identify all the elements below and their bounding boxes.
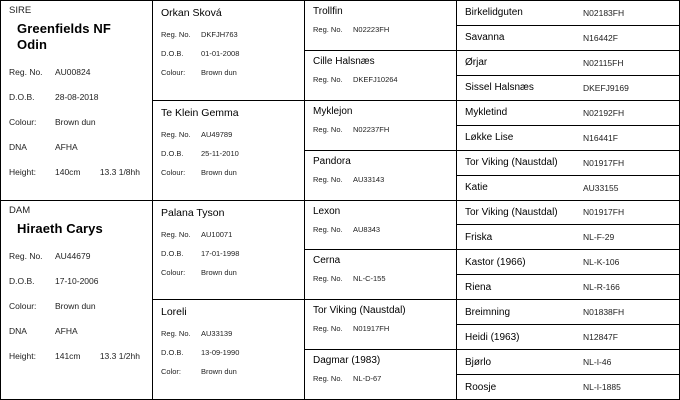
ancestor-cell[interactable] [457, 225, 679, 250]
ancestor-reg-label: Reg. No. [313, 324, 343, 334]
ancestor-reg-label: Reg. No. [313, 274, 343, 284]
ancestor-reg-value: N16442F [583, 32, 618, 43]
ancestor-dob-value: 17-01-1998 [201, 248, 240, 258]
ancestor-name: Breimning [465, 306, 511, 318]
dam-role-label: DAM [9, 204, 31, 216]
ancestor-reg-value: DKFJH763 [201, 30, 238, 39]
ancestor-reg-label: Reg. No. [313, 374, 343, 384]
ancestor-reg-value: N01917FH [583, 157, 625, 168]
ancestor-cell[interactable] [305, 101, 456, 151]
ancestor-reg-value: N12847F [583, 332, 618, 343]
ancestor-dob-value: 25-11-2010 [201, 148, 239, 158]
ancestor-cell[interactable] [457, 275, 679, 300]
ancestor-cell[interactable] [457, 176, 679, 201]
ancestor-name: Roosje [465, 381, 497, 393]
dam-dna-row [9, 326, 144, 337]
ancestor-reg-value: AU33143 [353, 174, 385, 184]
dam-dob-label: D.O.B. [9, 275, 35, 286]
ancestor-reg-row [161, 329, 296, 339]
ancestor-dob-value: 13-09-1990 [201, 348, 240, 358]
ancestor-name: Palana Tyson [161, 206, 225, 219]
ancestor-reg-value: AU49789 [201, 129, 233, 139]
sire-height-hands: 13.3 1/8hh [99, 167, 140, 177]
ancestor-cell[interactable] [457, 151, 679, 176]
ancestor-reg-value: AU33139 [201, 329, 233, 339]
ancestor-reg-value: NL-I-46 [583, 357, 612, 368]
ancestor-reg-row [161, 230, 296, 240]
ancestor-name: Kastor (1966) [465, 256, 526, 268]
sire-dna-row [9, 142, 144, 153]
ancestor-colour-label: Colour: [161, 267, 186, 277]
sire-dob-value: 28-08-2018 [55, 92, 99, 102]
dam-fields [9, 251, 144, 362]
ancestor-reg-row [313, 225, 448, 235]
ancestor-reg-value: N01917FH [353, 324, 390, 334]
ancestor-colour-row [161, 68, 296, 78]
ancestor-colour-row [161, 268, 296, 278]
sire-height-label: Height: [9, 167, 36, 177]
sire-reg-label: Reg. No. [9, 67, 43, 77]
sire-reg-row [9, 67, 144, 78]
generation-3-column [305, 1, 457, 400]
ancestor-reg-value: N02183FH [583, 7, 625, 18]
sire-reg-value: AU00824 [55, 67, 91, 77]
ancestor-reg-row [313, 125, 448, 135]
ancestor-colour-value: Brown dun [201, 267, 237, 277]
ancestor-reg-row [313, 175, 448, 185]
ancestor-reg-label: Reg. No. [313, 174, 343, 184]
ancestor-reg-value: N02115FH [583, 57, 624, 68]
ancestor-cell[interactable] [457, 76, 679, 101]
ancestor-cell[interactable] [457, 250, 679, 275]
ancestor-cell[interactable] [457, 101, 679, 126]
ancestor-reg-label: Reg. No. [161, 229, 191, 239]
ancestor-dob-row [161, 348, 296, 358]
dam-name: Hiraeth Carys [17, 220, 103, 236]
dam-reg-label: Reg. No. [9, 250, 43, 261]
ancestor-reg-value: N02192FH [583, 107, 625, 118]
ancestor-colour-row [161, 168, 296, 178]
ancestor-name: Tor Viking (Naustdal) [465, 157, 558, 169]
ancestor-cell[interactable] [153, 1, 304, 101]
sire-colour-label: Colour: [9, 117, 37, 127]
ancestor-cell[interactable] [305, 51, 456, 101]
sire-colour-value: Brown dun [55, 117, 96, 127]
ancestor-cell[interactable] [305, 300, 456, 350]
ancestor-reg-value: N16441F [583, 132, 618, 143]
ancestor-cell[interactable] [457, 201, 679, 226]
ancestor-name: Løkke Lise [465, 132, 514, 144]
ancestor-cell[interactable] [305, 350, 456, 400]
ancestor-reg-row [161, 130, 296, 140]
ancestor-name: Tor Viking (Naustdal) [313, 305, 406, 317]
ancestor-reg-label: Reg. No. [161, 329, 191, 339]
ancestor-colour-value: Brown dun [201, 367, 237, 377]
dam-height-cm: 141cm [55, 350, 81, 361]
ancestor-colour-row [161, 367, 296, 377]
ancestor-colour-label: Colour: [161, 167, 186, 177]
ancestor-reg-value: N01838FH [583, 307, 625, 318]
ancestor-reg-label: Reg. No. [313, 74, 343, 84]
ancestor-reg-value: NL-D-67 [353, 374, 382, 384]
ancestor-name: Savanna [465, 32, 505, 44]
ancestor-cell[interactable] [457, 350, 679, 375]
ancestor-dob-row [161, 49, 296, 59]
dam-reg-value: AU44679 [55, 250, 91, 261]
dam-height-hands: 13.3 1/2hh [99, 350, 140, 361]
ancestor-cell[interactable] [457, 300, 679, 325]
ancestor-cell[interactable] [305, 151, 456, 201]
sire-height-values [55, 167, 144, 178]
sire-cell[interactable] [1, 1, 152, 201]
sire-height-cm: 140cm [55, 167, 81, 177]
sire-dna-label: DNA [9, 142, 27, 152]
ancestor-cell[interactable] [457, 375, 679, 400]
dam-reg-row [9, 251, 144, 262]
ancestor-name: Trollfin [313, 6, 343, 17]
ancestor-cell[interactable] [153, 201, 304, 301]
ancestor-dob-label: D.O.B. [161, 348, 184, 358]
ancestor-name: Friska [465, 231, 493, 243]
ancestor-cell[interactable] [153, 300, 304, 400]
ancestor-reg-label: Reg. No. [161, 30, 191, 39]
ancestor-dob-row [161, 249, 296, 259]
ancestor-reg-row [313, 25, 448, 35]
sire-name: Greenfields NF Odin [17, 21, 111, 52]
sire-role-label: SIRE [9, 5, 32, 16]
ancestor-colour-value: Brown dun [201, 167, 237, 177]
ancestor-cell[interactable] [457, 325, 679, 350]
sire-dob-label: D.O.B. [9, 92, 35, 102]
ancestor-name: Birkelidguten [465, 7, 523, 19]
ancestor-dob-label: D.O.B. [161, 248, 184, 258]
dam-height-values [55, 351, 144, 362]
ancestor-reg-value: N02223FH [353, 25, 390, 34]
ancestor-name: Te Klein Gemma [161, 106, 239, 119]
ancestor-name: Lexon [313, 205, 341, 217]
ancestor-dob-row [161, 149, 296, 159]
dam-height-label: Height: [9, 350, 36, 361]
ancestor-cell[interactable] [153, 101, 304, 201]
generation-4-column [457, 1, 680, 400]
ancestor-reg-label: Reg. No. [161, 129, 191, 139]
ancestor-name: Cille Halsnæs [313, 55, 375, 67]
sire-fields [9, 67, 144, 178]
ancestor-reg-value: AU10071 [201, 229, 233, 239]
ancestor-reg-label: Reg. No. [313, 25, 343, 34]
ancestor-reg-label: Reg. No. [313, 224, 343, 234]
sire-height-row [9, 167, 144, 178]
ancestor-cell[interactable] [457, 26, 679, 51]
ancestor-name: Heidi (1963) [465, 331, 520, 343]
ancestor-reg-value: NL-I-1885 [583, 382, 621, 393]
ancestor-reg-value: NL-K-106 [583, 257, 620, 268]
ancestor-cell[interactable] [305, 250, 456, 300]
ancestor-reg-row [313, 274, 448, 284]
dam-height-row [9, 351, 144, 362]
dam-colour-label: Colour: [9, 300, 37, 311]
ancestor-reg-label: Reg. No. [313, 124, 343, 134]
ancestor-reg-value: NL-R-166 [583, 282, 620, 293]
dam-dna-label: DNA [9, 325, 27, 336]
ancestor-name: Katie [465, 182, 488, 194]
generation-1-column [1, 1, 153, 400]
generation-2-column [153, 1, 305, 400]
ancestor-name: Cerna [313, 255, 341, 267]
ancestor-name: Ørjar [465, 57, 488, 69]
ancestor-reg-value: AU8343 [353, 224, 381, 234]
ancestor-cell[interactable] [457, 1, 679, 26]
ancestor-cell[interactable] [305, 201, 456, 251]
dam-dob-row [9, 276, 144, 287]
dam-cell[interactable] [1, 201, 152, 400]
ancestor-colour-value: Brown dun [201, 68, 237, 77]
ancestor-name: Myklejon [313, 105, 353, 117]
ancestor-reg-row [161, 30, 296, 40]
ancestor-dob-value: 01-01-2008 [201, 49, 240, 58]
sire-dna-value: AFHA [55, 142, 78, 152]
ancestor-reg-value: N01917FH [583, 207, 625, 218]
sire-dob-row [9, 92, 144, 103]
dam-dna-value: AFHA [55, 325, 78, 336]
ancestor-reg-row [313, 324, 448, 334]
ancestor-name: Mykletind [465, 107, 508, 119]
ancestor-name: Bjørlo [465, 356, 492, 368]
ancestor-dob-label: D.O.B. [161, 148, 184, 158]
ancestor-reg-value: AU33155 [583, 182, 619, 193]
ancestor-name: Loreli [161, 306, 187, 319]
ancestor-reg-row [313, 75, 448, 85]
ancestor-dob-label: D.O.B. [161, 49, 184, 58]
ancestor-reg-value: DKEFJ10264 [353, 74, 398, 84]
dam-colour-row [9, 301, 144, 312]
ancestor-cell[interactable] [305, 1, 456, 51]
ancestor-reg-value: NL-F-29 [583, 232, 615, 243]
ancestor-cell[interactable] [457, 51, 679, 76]
ancestor-reg-value: DKEFJ9169 [583, 82, 629, 93]
ancestor-reg-value: N02237FH [353, 124, 390, 134]
ancestor-name: Orkan Sková [161, 7, 222, 19]
ancestor-name: Tor Viking (Naustdal) [465, 206, 558, 218]
ancestor-reg-row [313, 374, 448, 384]
ancestor-reg-value: NL-C-155 [353, 274, 386, 284]
ancestor-name: Dagmar (1983) [313, 355, 381, 367]
ancestor-cell[interactable] [457, 126, 679, 151]
sire-colour-row [9, 117, 144, 128]
ancestor-colour-label: Color: [161, 367, 182, 377]
ancestor-colour-label: Colour: [161, 68, 186, 77]
ancestor-name: Pandora [313, 155, 351, 167]
ancestor-name: Riena [465, 281, 492, 293]
dam-dob-value: 17-10-2006 [55, 275, 99, 286]
dam-colour-value: Brown dun [55, 300, 96, 311]
ancestor-name: Sissel Halsnæs [465, 82, 534, 94]
